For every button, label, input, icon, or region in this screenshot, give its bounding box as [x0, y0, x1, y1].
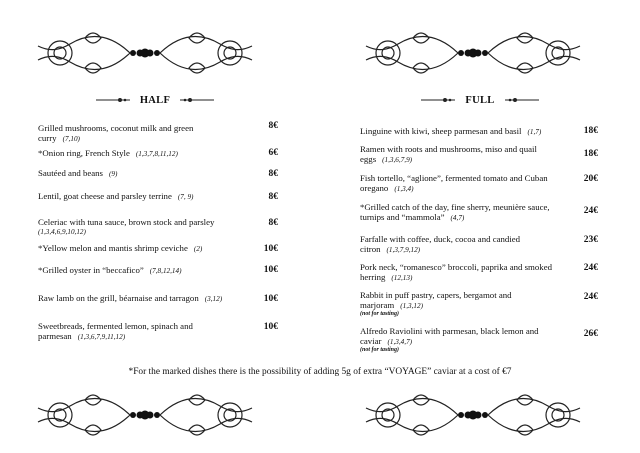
allergen-codes: (1,3,7,8,11,12): [135, 150, 178, 158]
allergen-codes: (4,7): [450, 213, 465, 222]
dish-name: Farfalle with coffee, duck, cocoa and candied citron: [360, 234, 521, 254]
menu-item: [360, 127, 585, 138]
dish-price: 10€: [263, 294, 278, 304]
dish-price: 18€: [583, 126, 598, 136]
half-section-title: HALF: [139, 94, 171, 106]
divider-left-icon: [96, 96, 130, 104]
allergen-codes: (1,3,7,9,12): [386, 245, 421, 254]
menu-item: [38, 192, 258, 203]
dish-price: 8€: [268, 121, 278, 131]
allergen-codes: (2): [193, 245, 203, 253]
dish-name: Linguine with kiwi, sheep parmesan and basil: [360, 126, 522, 136]
menu-item: [360, 327, 570, 354]
dish-name: Rabbit in puff pastry, capers, bergamot and marjoram: [360, 290, 512, 310]
allergen-codes: (7, 9): [177, 193, 194, 201]
not-for-tasting-note: (not for tasting): [360, 311, 400, 318]
menu-item: [360, 145, 560, 165]
menu-item: [360, 235, 560, 255]
dish-name: Grilled mushrooms, coconut milk and green curry: [38, 123, 194, 143]
dish-name: Alfredo Raviolini with parmesan, black lemon and caviar: [360, 326, 539, 346]
allergen-codes: (1,3,4,6,9,10,12): [38, 227, 86, 236]
dish-name: Sweetbreads, fermented lemon, spinach and parmesan: [38, 321, 193, 341]
floral-ornament-top-right: [358, 24, 588, 82]
dish-price: 10€: [263, 265, 278, 275]
allergen-codes: (7,8,12,14): [149, 267, 182, 275]
dish-name: Sautéed and beans: [38, 168, 103, 178]
allergen-codes: (1,3,6,7,9): [382, 155, 413, 164]
dish-price: 6€: [268, 148, 278, 158]
dish-price: 24€: [583, 206, 598, 216]
dish-name: Ramen with roots and mushrooms, miso and quail eggs: [360, 144, 537, 164]
allergen-codes: (3,12): [204, 295, 223, 303]
menu-item: [38, 294, 228, 305]
menu-item: [38, 218, 250, 237]
menu-item: [360, 263, 560, 283]
dish-price: 24€: [583, 263, 598, 273]
divider-right-icon: [505, 96, 539, 104]
dish-price: 10€: [263, 244, 278, 254]
menu-item: [38, 124, 228, 144]
dish-name: *Grilled oyster in “beccafico”: [38, 265, 144, 275]
dish-name: *Grilled catch of the day, fine sherry, meunière sauce, turnips and “mammola”: [360, 202, 550, 222]
dish-price: 18€: [583, 149, 598, 159]
dish-price: 8€: [268, 192, 278, 202]
dish-price: 20€: [583, 174, 598, 184]
dish-name: Raw lamb on the grill, béarnaise and tarragon: [38, 293, 199, 303]
menu-item: [38, 244, 258, 255]
allergen-codes: (1,3,6,7,9,11,12): [77, 332, 126, 341]
divider-left-icon: [421, 96, 455, 104]
menu-item: [38, 169, 248, 180]
menu-item: [38, 322, 248, 342]
dish-price: 26€: [583, 329, 598, 339]
allergen-codes: (7,10): [62, 134, 80, 143]
menu-item: [38, 149, 248, 160]
dish-price: 8€: [268, 169, 278, 179]
allergen-codes: (1,7): [527, 128, 542, 136]
allergen-codes: (1,3,12): [400, 301, 423, 310]
caviar-footnote: *For the marked dishes there is the possibility of adding 5g of extra “VOYAGE” caviar at a cost of €7: [128, 367, 512, 377]
dish-name: *Yellow melon and mantis shrimp ceviche: [38, 243, 188, 253]
floral-ornament-icon: [30, 24, 260, 82]
divider-right-icon: [180, 96, 214, 104]
allergen-codes: (9): [108, 170, 118, 178]
floral-ornament-icon: [30, 386, 260, 444]
floral-ornament-top-left: [30, 24, 260, 82]
dish-name: Fish tortello, “aglione”, fermented tomato and Cuban oregano: [360, 173, 548, 193]
menu-item: [360, 174, 575, 194]
menu-item: [38, 266, 258, 277]
floral-ornament-icon: [358, 386, 588, 444]
menu-item: [360, 203, 570, 223]
floral-ornament-bottom-right: [358, 386, 588, 444]
floral-ornament-icon: [358, 24, 588, 82]
allergen-codes: (1,3,4,7): [387, 337, 413, 346]
dish-price: 10€: [263, 322, 278, 332]
dish-price: 24€: [583, 292, 598, 302]
dish-name: Celeriac with tuna sauce, brown stock and parsley: [38, 217, 215, 227]
half-section-heading: [70, 92, 240, 108]
dish-name: Pork neck, “romanesco” broccoli, paprika and smoked herring: [360, 262, 552, 282]
full-section-title: FULL: [465, 94, 495, 106]
dish-price: 23€: [583, 235, 598, 245]
floral-ornament-bottom-left: [30, 386, 260, 444]
not-for-tasting-note: (not for tasting): [360, 347, 400, 354]
dish-name: *Onion ring, French Style: [38, 148, 130, 158]
allergen-codes: (1,3,4): [394, 184, 414, 193]
menu-item: [360, 291, 560, 318]
full-section-heading: [395, 92, 565, 108]
allergen-codes: (12,13): [391, 273, 413, 282]
dish-price: 8€: [268, 218, 278, 228]
dish-name: Lentil, goat cheese and parsley terrine: [38, 191, 172, 201]
